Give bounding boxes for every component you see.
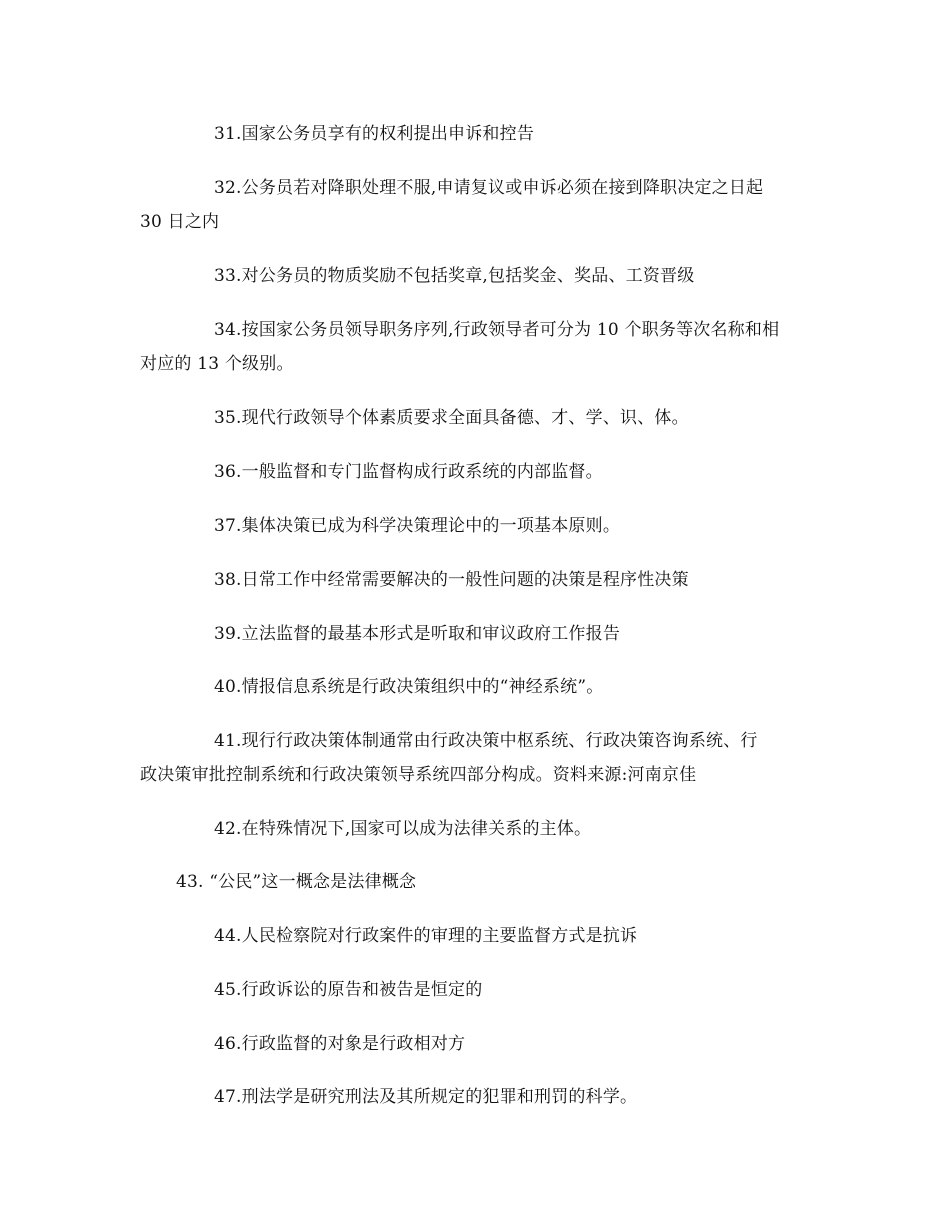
item-41-line-2: 政决策审批控制系统和行政决策领导系统四部分构成。资料来源:河南京佳 — [140, 765, 697, 785]
item-34-line-2: 对应的 13 个级别。 — [140, 354, 294, 374]
item-32-line-2: 30 日之内 — [140, 212, 220, 232]
item-38: 38.日常工作中经常需要解决的一般性问题的决策是程序性决策 — [214, 570, 689, 590]
item-35: 35.现代行政领导个体素质要求全面具备德、才、学、识、体。 — [214, 408, 689, 428]
item-41-line-1: 41.现行行政决策体制通常由行政决策中枢系统、行政决策咨询系统、行 — [214, 731, 758, 751]
item-46: 46.行政监督的对象是行政相对方 — [214, 1034, 466, 1054]
item-33: 33.对公务员的物质奖励不包括奖章,包括奖金、奖品、工资晋级 — [214, 266, 695, 286]
item-36: 36.一般监督和专门监督构成行政系统的内部监督。 — [214, 462, 603, 482]
item-43: 43. “公民”这一概念是法律概念 — [176, 872, 417, 892]
item-37: 37.集体决策已成为科学决策理论中的一项基本原则。 — [214, 516, 621, 536]
item-34-line-1: 34.按国家公务员领导职务序列,行政领导者可分为 10 个职务等次名称和相 — [214, 320, 780, 340]
item-31: 31.国家公务员享有的权利提出申诉和控告 — [214, 124, 535, 144]
item-42: 42.在特殊情况下,国家可以成为法律关系的主体。 — [214, 819, 592, 839]
item-39: 39.立法监督的最基本形式是听取和审议政府工作报告 — [214, 624, 621, 644]
item-44: 44.人民检察院对行政案件的审理的主要监督方式是抗诉 — [214, 926, 638, 946]
item-45: 45.行政诉讼的原告和被告是恒定的 — [214, 980, 483, 1000]
item-32-line-1: 32.公务员若对降职处理不服,申请复议或申诉必须在接到降职决定之日起 — [214, 178, 764, 198]
item-40: 40.情报信息系统是行政决策组织中的“神经系统”。 — [214, 677, 604, 697]
item-47: 47.刑法学是研究刑法及其所规定的犯罪和刑罚的科学。 — [214, 1087, 638, 1107]
